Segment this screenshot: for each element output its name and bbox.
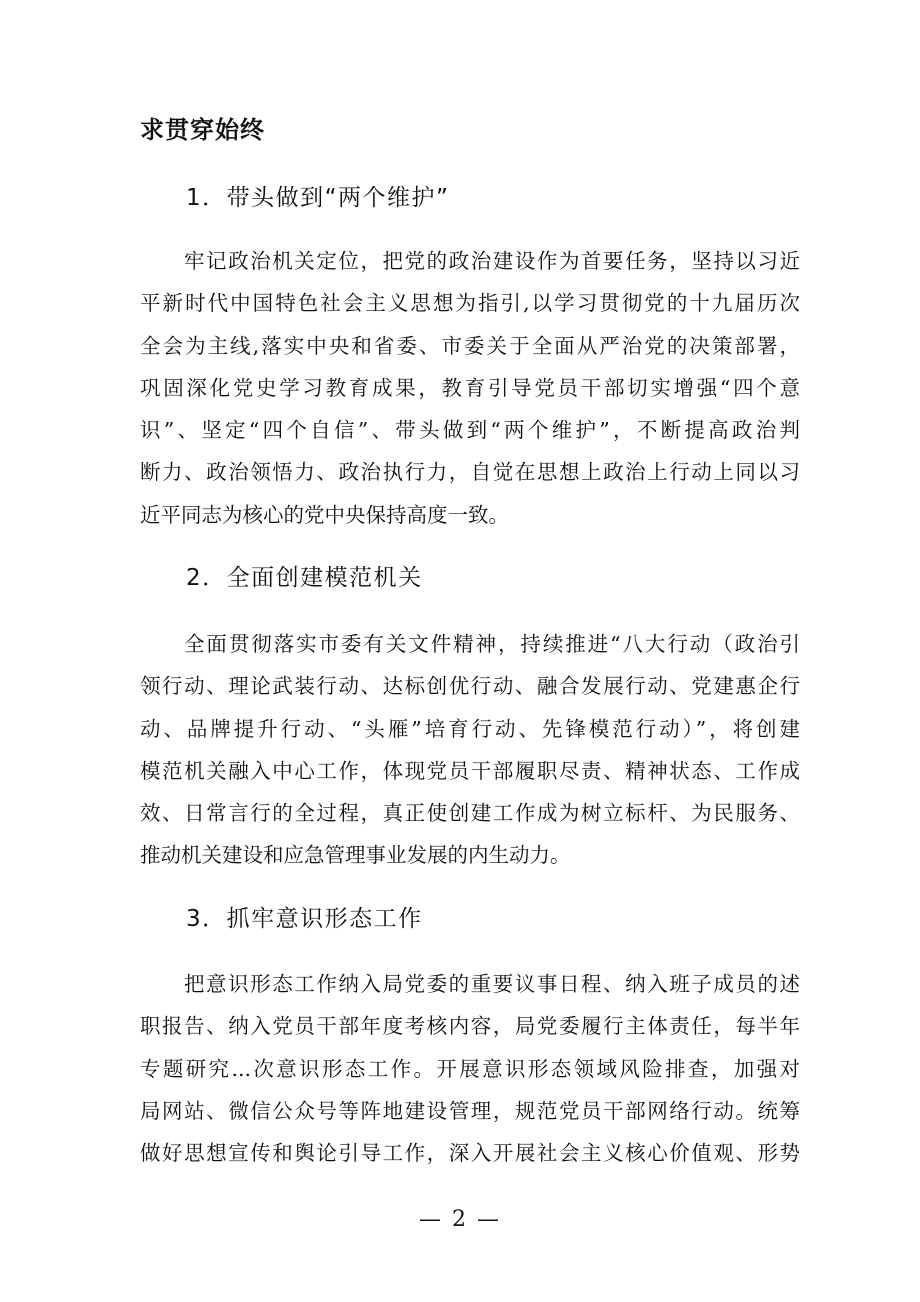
paragraph-line: 把意识形态工作纳入局党委的重要议事日程、纳入班子成员的述 [184, 972, 800, 996]
section-heading-2: 2．全面创建模范机关 [186, 565, 423, 591]
section-paragraph-1 [140, 240, 800, 536]
paragraph-line: 动、品牌提升行动、“头雁”培育行动、先锋模范行动）”，将创建 [140, 716, 800, 741]
lead-heading: 求贯穿始终 [140, 116, 265, 144]
paragraph-line: 职报告、纳入党员干部年度考核内容，局党委履行主体责任，每半年 [140, 1014, 800, 1039]
section-paragraph-3 [140, 963, 800, 1174]
paragraph-line: 领行动、理论武装行动、达标创优行动、融合发展行动、党建惠企行 [140, 674, 800, 699]
paragraph-line: 效、日常言行的全过程，真正使创建工作成为树立标杆、为民服务、 [140, 801, 800, 826]
paragraph-line: 牢记政治机关定位，把党的政治建设作为首要任务，坚持以习近 [184, 249, 800, 273]
paragraph-line: 局网站、微信公众号等阵地建设管理，规范党员干部网络行动。统筹 [140, 1098, 800, 1123]
paragraph-line: 做好思想宣传和舆论引导工作，深入开展社会主义核心价值观、形势 [140, 1141, 800, 1166]
paragraph-line: 全会为主线,落实中央和省委、市委关于全面从严治党的决策部署， [140, 333, 800, 358]
page-number: — 2 — [419, 1207, 501, 1232]
paragraph-line: 全面贯彻落实市委有关文件精神，持续推进“八大行动（政治引 [184, 632, 800, 656]
paragraph-line: 断力、政治领悟力、政治执行力，自觉在思想上政治上行动上同以习 [140, 460, 800, 485]
paragraph-line: 模范机关融入中心工作，体现党员干部履职尽责、精神状态、工作成 [140, 758, 800, 783]
paragraph-line: 近平同志为核心的党中央保持高度一致。 [140, 502, 509, 527]
paragraph-line: 专题研究...次意识形态工作。开展意识形态领域风险排查，加强对 [140, 1056, 800, 1081]
section-paragraph-2 [140, 623, 800, 877]
section-heading-1: 1．带头做到“两个维护” [186, 185, 450, 211]
section-heading-3: 3．抓牢意识形态工作 [186, 906, 423, 932]
paragraph-line: 推动机关建设和应急管理事业发展的内生动力。 [140, 843, 571, 868]
paragraph-line: 平新时代中国特色社会主义思想为指引,以学习贯彻党的十九届历次 [140, 291, 800, 316]
paragraph-line: 识”、坚定“四个自信”、带头做到“两个维护”，不断提高政治判 [140, 418, 800, 443]
paragraph-line: 巩固深化党史学习教育成果，教育引导党员干部切实增强“四个意 [140, 375, 800, 400]
